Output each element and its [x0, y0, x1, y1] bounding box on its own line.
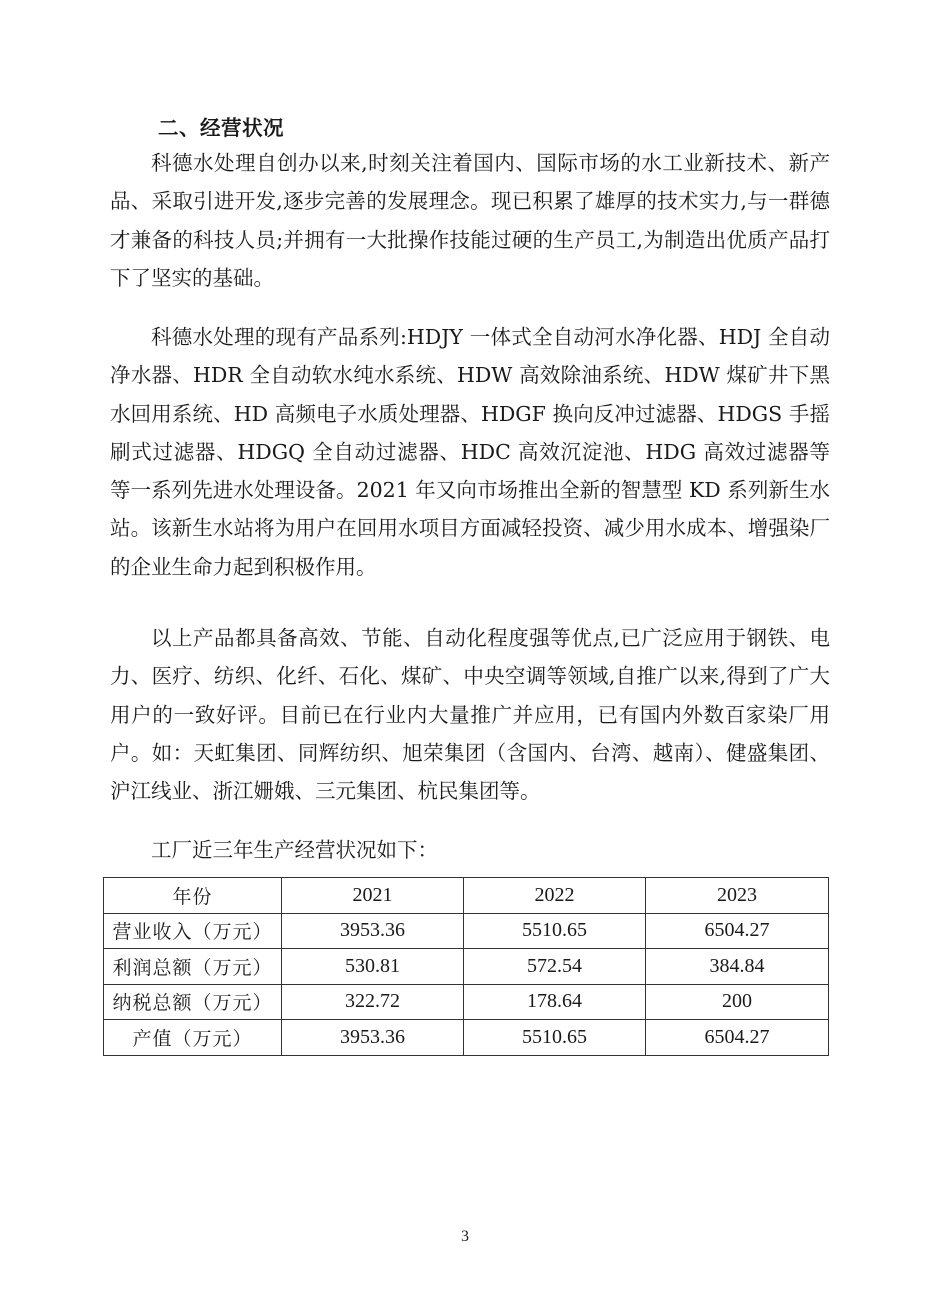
row-label: 利润总额（万元） [104, 949, 282, 985]
table-cell: 5510.65 [464, 913, 646, 949]
paragraph-applications: 以上产品都具备高效、节能、自动化程度强等优点,已广泛应用于钢铁、电力、医疗、纺织、化纤、石化、煤矿、中央空调等领域,自推广以来,得到了广大用户的一致好评。目前已在行业内大量推广并应用，已有国内外数百家染厂用户。如：天虹集团、同辉纺织、旭荣集团（含国内、台湾、越南）、健盛集团、沪江线业、浙江姗娥、三元集团、杭民集团等。 [110, 626, 830, 804]
table-cell: 322.72 [282, 984, 464, 1020]
table-cell: 530.81 [282, 949, 464, 985]
header-cell: 2021 [282, 878, 464, 914]
table-cell: 178.64 [464, 984, 646, 1020]
header-cell: 年份 [104, 878, 282, 914]
operations-table [103, 877, 829, 1056]
table-cell: 3953.36 [282, 1020, 464, 1056]
table-cell: 3953.36 [282, 913, 464, 949]
table-row [104, 949, 829, 985]
table-row [104, 913, 829, 949]
section-heading: 二、经营状况 [158, 116, 284, 140]
table-cell: 384.84 [646, 949, 829, 985]
table-header-row [104, 878, 829, 914]
table-cell: 572.54 [464, 949, 646, 985]
page-number: 3 [461, 1228, 469, 1245]
paragraph-products: 科德水处理的现有产品系列:HDJY 一体式全自动河水净化器、HDJ 全自动净水器、HDR 全自动软水纯水系统、HDW 高效除油系统、HDW 煤矿井下黑水回用系统、HD 高频电子水质处理器、HDGF 换向反冲过滤器、HDGS 手摇刷式过滤器、HDGQ 全自动过滤器、HDC 高效沉淀池、HDG 高效过滤器等等一系列先进水处理设备。2021 年又向市场推出全新的智慧型 KD 系列新生水站。该新生水站将为用户在回用水项目方面减轻投资、减少用水成本、增强染厂的企业生命力起到积极作用。 [110, 325, 830, 579]
header-cell: 2023 [646, 878, 829, 914]
table-row [104, 984, 829, 1020]
row-label: 纳税总额（万元） [104, 984, 282, 1020]
table-cell: 200 [646, 984, 829, 1020]
table-cell: 6504.27 [646, 1020, 829, 1056]
paragraph-development: 科德水处理自创办以来,时刻关注着国内、国际市场的水工业新技术、新产品、采取引进开发,逐步完善的发展理念。现已积累了雄厚的技术实力,与一群德才兼备的科技人员;并拥有一大批操作技能过硬的生产员工,为制造出优质产品打下了坚实的基础。 [110, 151, 830, 290]
table-cell: 6504.27 [646, 913, 829, 949]
table-row [104, 1020, 829, 1056]
header-cell: 2022 [464, 878, 646, 914]
row-label: 产值（万元） [104, 1020, 282, 1056]
paragraph-table-intro: 工厂近三年生产经营状况如下： [151, 838, 438, 862]
table-cell: 5510.65 [464, 1020, 646, 1056]
row-label: 营业收入（万元） [104, 913, 282, 949]
